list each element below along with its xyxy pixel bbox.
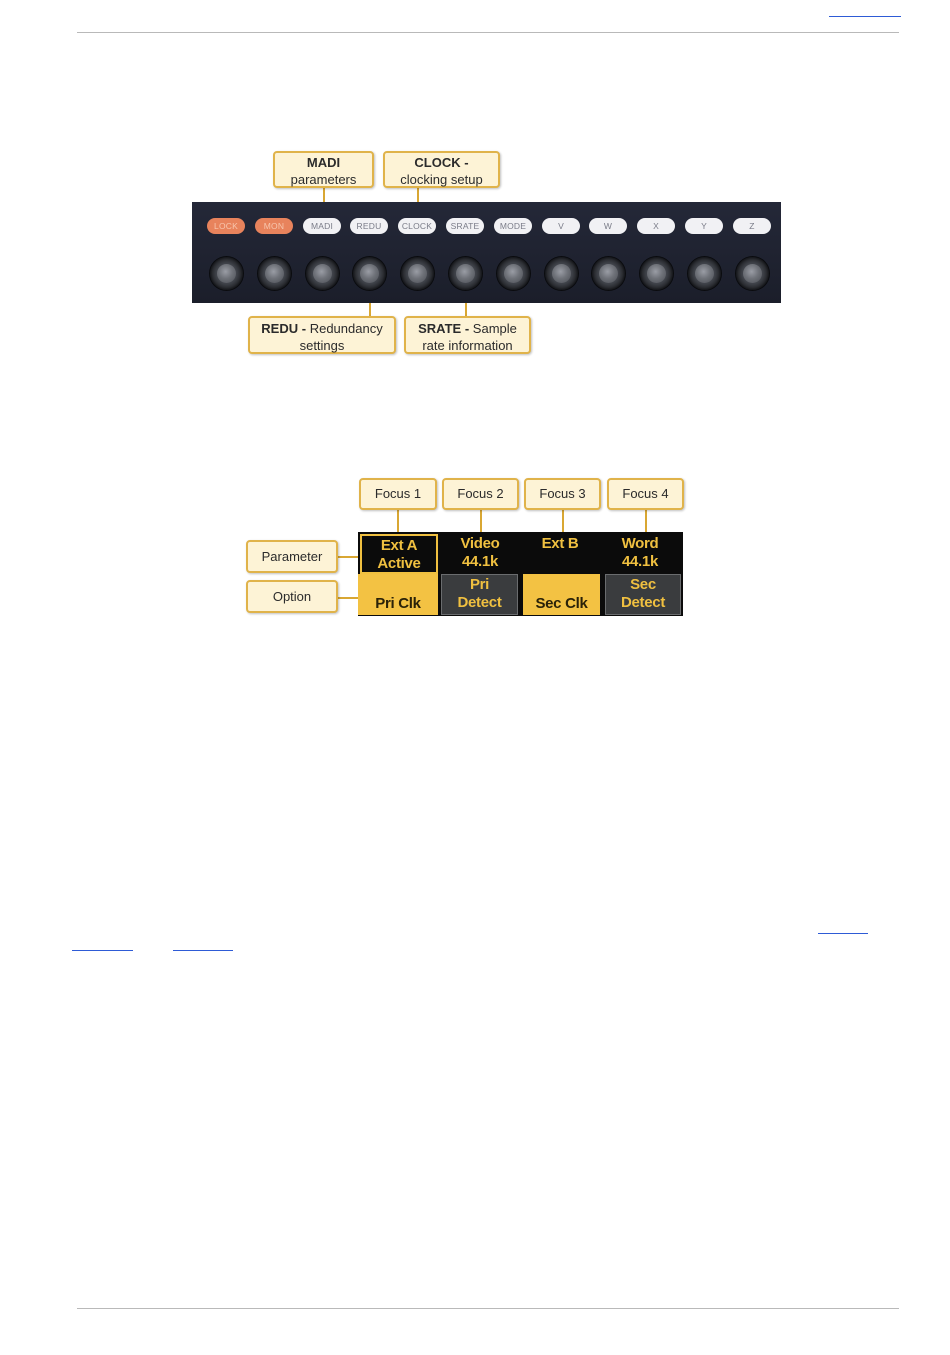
rotary-knob[interactable] (545, 257, 578, 290)
focus-2-option[interactable] (441, 574, 518, 615)
rotary-knob[interactable] (449, 257, 482, 290)
rotary-knob[interactable] (258, 257, 291, 290)
focus-1-parameter[interactable] (360, 534, 438, 574)
focus-4-parameter[interactable] (600, 534, 680, 574)
redu-callout-sub: settings (299, 338, 345, 353)
focus-display (358, 532, 683, 616)
mon-button[interactable]: MON (255, 218, 293, 234)
rotary-knob[interactable] (353, 257, 386, 290)
focus-3-connector (562, 509, 564, 534)
option-line-1 (358, 577, 438, 595)
clock-callout-title: CLOCK - (414, 155, 469, 170)
redu-callout (248, 316, 396, 354)
srate-callout (404, 316, 531, 354)
clock-callout-sub: clocking setup (400, 172, 483, 187)
rotary-knob[interactable] (688, 257, 721, 290)
mode-button[interactable]: MODE (494, 218, 532, 234)
v-button[interactable]: V (542, 218, 580, 234)
rotary-knob[interactable] (306, 257, 339, 290)
param-line-1: Word (621, 535, 659, 552)
param-line-1: Ext A (380, 537, 418, 554)
param-line-2: 44.1k (621, 553, 659, 570)
option-line-1: Pri (469, 576, 490, 593)
rotary-knob[interactable] (592, 257, 625, 290)
body-link-2[interactable] (72, 950, 133, 951)
option-line-1 (523, 577, 600, 595)
madi-button[interactable]: MADI (303, 218, 341, 234)
option-line-2: Detect (620, 594, 666, 611)
param-line-1: Video (460, 535, 500, 552)
rotary-knob[interactable] (497, 257, 530, 290)
focus-4-option[interactable] (605, 574, 681, 615)
focus-3-callout: Focus 3 (524, 478, 601, 510)
rotary-knob[interactable] (736, 257, 769, 290)
option-line-1: Sec (630, 576, 656, 593)
focus-2-connector (480, 509, 482, 534)
button-panel (192, 202, 781, 303)
header-rule (77, 32, 899, 33)
srate-callout-sub: rate information (422, 338, 513, 353)
madi-callout-sub: parameters (290, 172, 357, 187)
param-line-1: Ext B (541, 535, 579, 552)
madi-callout (273, 151, 374, 188)
focus-3-parameter[interactable] (522, 534, 598, 574)
body-link-3[interactable] (173, 950, 233, 951)
rotary-knob[interactable] (401, 257, 434, 290)
redu-callout-rest: Redundancy (309, 321, 383, 336)
option-callout: Option (246, 580, 338, 613)
srate-callout-title: SRATE - (418, 321, 470, 336)
param-line-2: 44.1k (461, 553, 499, 570)
srate-callout-rest: Sample (472, 321, 517, 336)
x-button[interactable]: X (637, 218, 675, 234)
lock-button[interactable]: LOCK (207, 218, 245, 234)
option-line-2: Pri Clk (375, 595, 421, 612)
parameter-callout: Parameter (246, 540, 338, 573)
body-link-1[interactable] (818, 933, 868, 934)
clock-button[interactable]: CLOCK (398, 218, 436, 234)
footer-rule (77, 1308, 899, 1309)
w-button[interactable]: W (589, 218, 627, 234)
srate-button[interactable]: SRATE (446, 218, 484, 234)
focus-2-callout: Focus 2 (442, 478, 519, 510)
option-line-2: Sec Clk (535, 595, 588, 612)
focus-1-connector (397, 509, 399, 534)
y-button[interactable]: Y (685, 218, 723, 234)
focus-1-option[interactable] (358, 574, 438, 615)
focus-4-connector (645, 509, 647, 534)
focus-1-callout: Focus 1 (359, 478, 437, 510)
rotary-knob[interactable] (640, 257, 673, 290)
focus-3-option[interactable] (523, 574, 600, 615)
z-button[interactable]: Z (733, 218, 771, 234)
focus-4-callout: Focus 4 (607, 478, 684, 510)
focus-2-parameter[interactable] (440, 534, 520, 574)
rotary-knob[interactable] (210, 257, 243, 290)
clock-callout (383, 151, 500, 188)
param-line-2: Active (377, 555, 421, 572)
redu-button[interactable]: REDU (350, 218, 388, 234)
redu-callout-title: REDU - (261, 321, 307, 336)
option-line-2: Detect (457, 594, 502, 611)
header-link[interactable] (829, 16, 901, 17)
madi-callout-title: MADI (306, 155, 341, 170)
